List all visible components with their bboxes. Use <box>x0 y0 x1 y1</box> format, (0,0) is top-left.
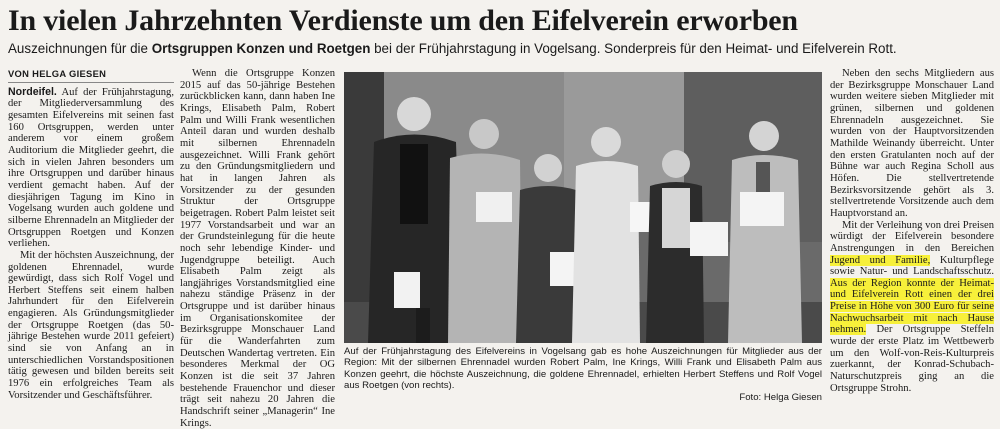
subhead-text-before: Auszeichnungen für die <box>8 41 152 56</box>
paragraph: Neben den sechs Mitgliedern aus der Bezirksgruppe Monschauer Land wurden weitere sieben Mitglieder mit grünen, silbernen und goldenen Ehrennadeln ausgezeichnet. Sie wurden von der Hauptvorsitzenden Mathilde Weinandy überreicht. Unter den ersten Gratulanten noch auf der Bühne war auch Regina Scholl aus Höfen. Die stellvertretende Bezirksvorsitzende gehört als 3. stellvertretende Vorsitzende auch dem Hauptvorstand an. <box>830 68 994 219</box>
paragraph-text: Der Ortsgruppe Steffeln wurde der erste Platz im Wettbewerb um den Wolf-von-Reis-Kulturpreis zuerkannt, der Konrad-Schubach-Naturschutzpreis ging an die Ortsgruppe Strohn. <box>830 324 994 394</box>
paragraph <box>8 87 174 250</box>
highlighted-text: Jugend und Familie, <box>830 254 931 266</box>
article-column-2 <box>180 68 335 429</box>
dateline: Nordeifel. <box>8 85 57 98</box>
subhead-text-bold: Ortsgruppen Konzen und Roetgen <box>151 41 371 56</box>
photo-caption <box>344 346 822 404</box>
article-photo <box>344 72 822 343</box>
byline: VON HELGA GIESEN <box>8 68 174 83</box>
group-photo-illustration <box>344 72 822 343</box>
article-subhead <box>8 40 992 57</box>
paragraph <box>830 220 994 395</box>
paragraph-text: Mit der Verleihung von drei Preisen würdigt der Eifelverein besondere Anstrengungen in den Bereichen <box>830 219 994 254</box>
highlighted-text: Aus der Region konnte der Heimat- und Eifelverein Rott einen der drei Preise in Höhe von 300 Euro für seine Nachwuchsarbeit mit nach Hause nehmen. <box>830 277 994 336</box>
article-headline: In vielen Jahrzehnten Verdienste um den Eifelverein erworben <box>8 4 798 37</box>
paragraph-text: Kulturpflege sowie Natur- und Landschaftsschutz. <box>830 254 994 278</box>
photo-credit: Foto: Helga Giesen <box>739 391 822 403</box>
paragraph: Wenn die Ortsgruppe Konzen 2015 auf das 50-jährige Bestehen zurückblicken kann, dann haben Ine Krings, Elisabeth Palm, Robert Palm und Willi Frank wesentlichen Anteil daran und wurden deshalb mit silbernen Ehrennadeln ausgezeichnet. Willi Frank gehört zu den Gründungsmitgliedern und hat in langen Jahren als Vorsitzender zu der gesunden Struktur der Ortsgruppe beigetragen. Robert Palm leistet seit 1977 Vorstandsarbeit und war an der Grundsteinlegung für die heute noch sehr lebendige Kinder- und Jugendgruppe beteiligt. Auch Elisabeth Palm zeigt als langjähriges Vorstandsmitglied eine nahezu ständige Präsenz in der Ortsgruppe und ist darüber hinaus im Organisationskomitee der Bezirksgruppe Monschauer Land für die Wanderfahrten zum Deutschen Wandertag vertreten. Ein besonderes Merkmal der OG Konzen ist die seit 37 Jahren bestehende Frauenchor und dieser trägt seit nahezu 20 Jahren die Handschrift seiner „Managerin“ Ine Krings. <box>180 68 335 429</box>
paragraph-text: Auf der Frühjahrstagung, der Mitgliederversammlung des gesamten Eifelvereins mit seinen fast 160 Ortsgruppen, werden unter anderem vor einem großem Auditorium die Mitglieder geehrt, die sich in vielen Jahren besonders um ihre Ortsgruppen und darüber hinaus verdient gemacht haben. Auf der diesjährigen Tagung im Kino in Vogelsang wurden auch goldene und silberne Ehrennadeln an Mitglieder der Ortsgruppen Roetgen und Konzen verliehen. <box>8 86 174 250</box>
paragraph: Mit der höchsten Auszeichnung, der goldenen Ehrennadel, wurde gewürdigt, dass sich Rolf Vogel und Herbert Steffens seit einem halben Jahrhundert für den Eifelverein engagieren. Als Gründungsmitglieder der Ortsgruppe Roetgen (das 50-jährige Bestehen wurde 2011 gefeiert) sind sie von Anfang an in unterschiedlichen Vorstandspositionen tätig gewesen und bilden bereits seit 1976 ein erfolgreiches Team als Vorsitzender und Geschäftsführer. <box>8 249 174 401</box>
caption-text: Auf der Frühjahrstagung des Eifelvereins in Vogelsang gab es hohe Auszeichnungen für Mitglieder aus der Region: Mit der silbernen Ehrennadel wurden Robert Palm, Ine Krings, Willi Frank und Elisabeth Palm aus Konzen geehrt, die höchste Auszeichnung, die goldene Ehrennadel, erhielten Herbert Steffens und Rolf Vogel aus Roetgen (von rechts). <box>344 346 822 392</box>
article-column-1 <box>8 68 174 404</box>
article-column-4 <box>830 68 994 404</box>
subhead-text-after: bei der Frühjahrstagung in Vogelsang. Sonderpreis für den Heimat- und Eifelverein Rott. <box>370 41 897 56</box>
